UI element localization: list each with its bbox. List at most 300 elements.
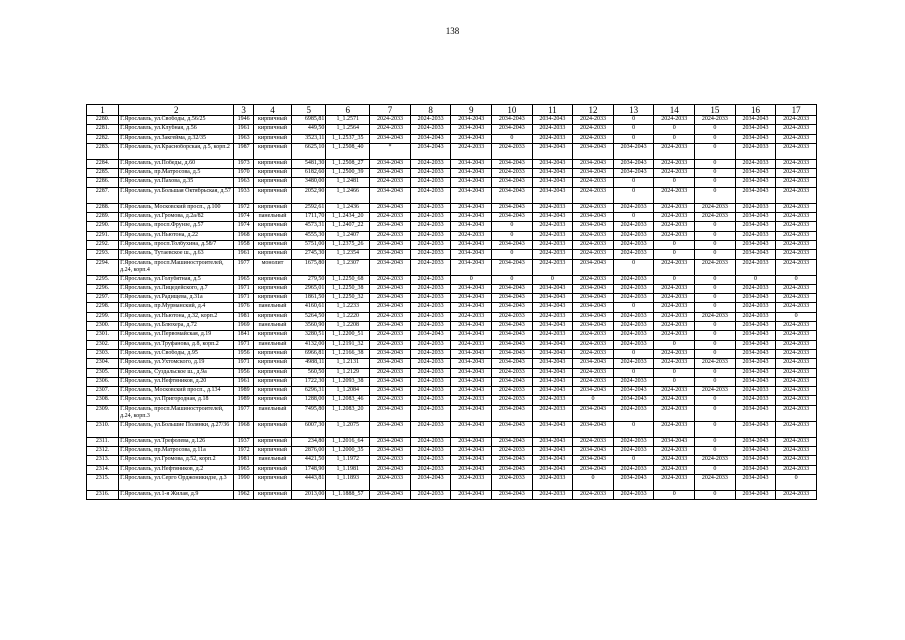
period-c11-cell: 2034-2043 (532, 437, 573, 446)
period-c7-cell: 2034-2043 (370, 259, 411, 275)
period-c11-cell: 2034-2043 (532, 284, 573, 293)
area-cell: 6182,60 (292, 169, 326, 178)
period-c14-cell: 2024-2033 (654, 284, 695, 293)
period-c11-cell: 2034-2043 (532, 143, 573, 159)
period-c15-cell: 2024-2033 (695, 312, 736, 321)
address-cell: Г.Ярославль, ул.Красноборская, д.5, корп.2 (119, 143, 234, 159)
wall-material-cell: кирпичный (253, 284, 291, 293)
period-c9-cell: 2034-2043 (451, 125, 492, 134)
period-c12-cell: 2034-2043 (573, 259, 614, 275)
period-c14-cell: 2024-2033 (654, 222, 695, 231)
period-c13-cell: 2024-2033 (613, 490, 654, 499)
wall-material-cell: кирпичный (253, 169, 291, 178)
column-header-8: 8 (410, 105, 451, 116)
period-c17-cell: 2024-2033 (776, 359, 817, 368)
period-c13-cell: 2024-2033 (613, 377, 654, 386)
address-cell: Г.Ярославль, просп.Машиностроителей, д.24, корп.4 (119, 259, 234, 275)
period-c16-cell: 2034-2043 (735, 294, 776, 303)
period-c17-cell: 2024-2033 (776, 368, 817, 377)
cadastral-index-cell: 1_1.2500_39 (326, 169, 370, 178)
period-c8-cell: 2024-2033 (410, 231, 451, 240)
cadastral-index-cell: 1_1.2508_40 (326, 143, 370, 159)
wall-material-cell: кирпичный (253, 368, 291, 377)
period-c17-cell: 2024-2033 (776, 322, 817, 331)
table-row (87, 231, 817, 240)
period-c14-cell: 0 (654, 490, 695, 499)
period-c10-cell: 2034-2043 (492, 490, 533, 499)
table-row (87, 322, 817, 331)
address-cell: Г.Ярославль, ул.Блюхера, д.72 (119, 322, 234, 331)
period-c17-cell: 2024-2033 (776, 387, 817, 396)
period-c9-cell: 2034-2043 (451, 377, 492, 386)
table-row (87, 222, 817, 231)
period-c13-cell: 2034-2043 (613, 396, 654, 405)
period-c15-cell: 0 (695, 134, 736, 143)
build-year-cell: 1963 (234, 178, 253, 187)
period-c7-cell: 2034-2043 (370, 134, 411, 143)
table-row (87, 437, 817, 446)
cadastral-index-cell: 1_1.2093_38 (326, 377, 370, 386)
column-header-3: 3 (234, 105, 253, 116)
period-c15-cell: 0 (695, 240, 736, 249)
build-year-cell: 1977 (234, 259, 253, 275)
period-c17-cell: 2024-2033 (776, 331, 817, 340)
cadastral-index-cell: 1_1.2208 (326, 322, 370, 331)
period-c14-cell: 2024-2033 (654, 143, 695, 159)
area-cell: 279,50 (292, 275, 326, 284)
period-c9-cell: 2034-2043 (451, 203, 492, 212)
period-c11-cell: 2024-2033 (532, 405, 573, 421)
period-c12-cell: 2024-2033 (573, 377, 614, 386)
period-c12-cell: 2034-2043 (573, 359, 614, 368)
area-cell: 2592,61 (292, 203, 326, 212)
period-c13-cell: 0 (613, 421, 654, 437)
period-c12-cell: 2024-2033 (573, 203, 614, 212)
period-c17-cell: 2024-2033 (776, 187, 817, 203)
cadastral-index-cell: 1_1.2375_26 (326, 240, 370, 249)
row-number-cell: 2290. (87, 222, 119, 231)
build-year-cell: 1989 (234, 396, 253, 405)
column-header-7: 7 (370, 105, 411, 116)
wall-material-cell: кирпичный (253, 294, 291, 303)
period-c17-cell: 2024-2033 (776, 294, 817, 303)
period-c7-cell: 2034-2043 (370, 359, 411, 368)
period-c10-cell: 2034-2043 (492, 465, 533, 474)
cadastral-index-cell: 1_1.1981 (326, 465, 370, 474)
area-cell: 6966,81 (292, 349, 326, 358)
period-c10-cell: 2034-2043 (492, 359, 533, 368)
address-cell: Г.Ярославль, пр.Матросова, д.5 (119, 169, 234, 178)
area-cell: 4160,61 (292, 303, 326, 312)
period-c16-cell: 2034-2043 (735, 421, 776, 437)
period-c13-cell: 2024-2033 (613, 240, 654, 249)
period-c7-cell: 2024-2033 (370, 396, 411, 405)
period-c10-cell: 2034-2043 (492, 259, 533, 275)
period-c7-cell: 2034-2043 (370, 490, 411, 499)
row-number-cell: 2302. (87, 340, 119, 349)
period-c10-cell: 2034-2043 (492, 178, 533, 187)
period-c7-cell: * (370, 143, 411, 159)
period-c13-cell: 0 (613, 303, 654, 312)
cadastral-index-cell: 1_1.2191_32 (326, 340, 370, 349)
build-year-cell: 1990 (234, 474, 253, 490)
period-c10-cell: 2034-2043 (492, 203, 533, 212)
period-c11-cell: 2024-2033 (532, 203, 573, 212)
row-number-cell: 2312. (87, 447, 119, 456)
table-row (87, 312, 817, 321)
wall-material-cell: кирпичный (253, 250, 291, 259)
period-c17-cell: 2024-2033 (776, 143, 817, 159)
period-c12-cell: 2024-2033 (573, 116, 614, 125)
period-c7-cell: 2034-2043 (370, 377, 411, 386)
column-header-10: 10 (492, 105, 533, 116)
period-c11-cell: 2024-2033 (532, 490, 573, 499)
period-c15-cell: 0 (695, 222, 736, 231)
period-c16-cell: 2024-2033 (735, 387, 776, 396)
row-number-cell: 2283. (87, 143, 119, 159)
period-c11-cell: 2034-2043 (532, 377, 573, 386)
table-row (87, 250, 817, 259)
address-cell: Г.Ярославль, просп.Машиностроителей, д.24, корп.3 (119, 405, 234, 421)
cadastral-index-cell: 1_1.2407 (326, 231, 370, 240)
period-c9-cell: 2034-2043 (451, 456, 492, 465)
table-row (87, 368, 817, 377)
period-c9-cell: 2034-2043 (451, 294, 492, 303)
period-c13-cell: 0 (613, 178, 654, 187)
period-c12-cell: 2024-2033 (573, 250, 614, 259)
table-row (87, 159, 817, 168)
table-row (87, 465, 817, 474)
period-c9-cell: 2034-2043 (451, 259, 492, 275)
wall-material-cell: панельный (253, 303, 291, 312)
period-c12-cell: 2034-2043 (573, 213, 614, 222)
cadastral-index-cell: 1_1.2407_22 (326, 222, 370, 231)
area-cell: 449,50 (292, 125, 326, 134)
period-c8-cell: 2024-2033 (410, 169, 451, 178)
build-year-cell: 1971 (234, 359, 253, 368)
period-c9-cell: 2034-2043 (451, 465, 492, 474)
table-row (87, 340, 817, 349)
table-row (87, 396, 817, 405)
row-number-cell: 2313. (87, 456, 119, 465)
period-c16-cell: 2024-2033 (735, 396, 776, 405)
period-c9-cell: 2034-2043 (451, 303, 492, 312)
period-c13-cell: 2034-2043 (613, 474, 654, 490)
period-c15-cell: 0 (695, 284, 736, 293)
row-number-cell: 2301. (87, 331, 119, 340)
period-c15-cell: 0 (695, 143, 736, 159)
period-c9-cell: 2034-2043 (451, 187, 492, 203)
period-c15-cell: 0 (695, 447, 736, 456)
period-c12-cell: 2024-2033 (573, 134, 614, 143)
period-c15-cell: 0 (695, 231, 736, 240)
wall-material-cell: панельный (253, 340, 291, 349)
period-c14-cell: 2024-2033 (654, 231, 695, 240)
address-cell: Г.Ярославль, ул.Голубятная, д.5 (119, 275, 234, 284)
period-c11-cell: 2034-2043 (532, 359, 573, 368)
period-c15-cell: 2024-2033 (695, 213, 736, 222)
period-c16-cell: 2024-2033 (735, 284, 776, 293)
period-c12-cell: 2024-2033 (573, 340, 614, 349)
period-c8-cell: 2024-2033 (410, 377, 451, 386)
period-c10-cell: 2034-2043 (492, 116, 533, 125)
period-c8-cell: 2024-2033 (410, 250, 451, 259)
wall-material-cell: кирпичный (253, 474, 291, 490)
period-c10-cell: 2034-2043 (492, 213, 533, 222)
period-c14-cell: 0 (654, 240, 695, 249)
period-c7-cell: 2034-2043 (370, 159, 411, 168)
column-header-11: 11 (532, 105, 573, 116)
period-c7-cell: 2024-2033 (370, 312, 411, 321)
period-c11-cell: 2034-2043 (532, 169, 573, 178)
period-c9-cell: 0 (451, 275, 492, 284)
row-number-cell: 2300. (87, 322, 119, 331)
period-c12-cell: 2034-2043 (573, 143, 614, 159)
wall-material-cell: монолит (253, 259, 291, 275)
cadastral-index-cell: 1_1.2436 (326, 203, 370, 212)
period-c10-cell: 2024-2033 (492, 368, 533, 377)
period-c15-cell: 0 (695, 405, 736, 421)
period-c14-cell: 2024-2033 (654, 169, 695, 178)
period-c14-cell: 2024-2033 (654, 387, 695, 396)
table-row (87, 387, 817, 396)
period-c8-cell: 2024-2033 (410, 259, 451, 275)
cadastral-index-cell: 1_1.1972 (326, 456, 370, 465)
cadastral-index-cell: 1_1.2200_51 (326, 331, 370, 340)
period-c15-cell: 0 (695, 187, 736, 203)
wall-material-cell: кирпичный (253, 377, 291, 386)
period-c8-cell: 2024-2033 (410, 178, 451, 187)
cadastral-index-cell: 1_1.2075 (326, 421, 370, 437)
area-cell: 560,50 (292, 368, 326, 377)
period-c7-cell: 2024-2033 (370, 368, 411, 377)
cadastral-index-cell: 1_1.2083_20 (326, 405, 370, 421)
period-c14-cell: 2024-2033 (654, 421, 695, 437)
period-c11-cell: 2034-2043 (532, 447, 573, 456)
period-c8-cell: 2024-2033 (410, 187, 451, 203)
period-c10-cell: 2034-2043 (492, 349, 533, 358)
period-c13-cell: 0 (613, 368, 654, 377)
period-c15-cell: 0 (695, 377, 736, 386)
period-c11-cell: 2024-2033 (532, 240, 573, 249)
column-header-5: 5 (292, 105, 326, 116)
period-c15-cell: 0 (695, 322, 736, 331)
period-c8-cell: 2024-2033 (410, 340, 451, 349)
period-c9-cell: 2034-2043 (451, 284, 492, 293)
period-c13-cell: 0 (613, 259, 654, 275)
period-c10-cell: 2024-2033 (492, 447, 533, 456)
cadastral-index-cell: 1_1.2481 (326, 178, 370, 187)
period-c14-cell: 2024-2033 (654, 213, 695, 222)
period-c10-cell: 2024-2033 (492, 474, 533, 490)
period-c13-cell: 0 (613, 456, 654, 465)
period-c17-cell: 2024-2033 (776, 303, 817, 312)
address-cell: Г.Ярославль, ул.Громова, д.2а/82 (119, 213, 234, 222)
period-c9-cell: 2034-2043 (451, 405, 492, 421)
period-c12-cell: 2024-2033 (573, 490, 614, 499)
period-c11-cell: 2024-2033 (532, 125, 573, 134)
row-number-cell: 2316. (87, 490, 119, 499)
build-year-cell: 1972 (234, 203, 253, 212)
address-cell: Г.Ярославль, ул.Трефолева, д.126 (119, 437, 234, 446)
period-c10-cell: 2034-2043 (492, 437, 533, 446)
period-c14-cell: 0 (654, 377, 695, 386)
period-c15-cell: 0 (695, 465, 736, 474)
address-cell: Г.Ярославль, ул.Победы, д.60 (119, 159, 234, 168)
period-c8-cell: 2024-2033 (410, 303, 451, 312)
cadastral-index-cell: 1_1.2564 (326, 125, 370, 134)
period-c9-cell: 2034-2043 (451, 250, 492, 259)
period-c14-cell: 2024-2033 (654, 465, 695, 474)
build-year-cell: 1974 (234, 213, 253, 222)
period-c11-cell: 2024-2033 (532, 331, 573, 340)
table-row (87, 331, 817, 340)
period-c17-cell: 0 (776, 275, 817, 284)
period-c10-cell: 2034-2043 (492, 377, 533, 386)
row-number-cell: 2308. (87, 396, 119, 405)
build-year-cell: 1971 (234, 284, 253, 293)
row-number-cell: 2304. (87, 359, 119, 368)
table-row (87, 203, 817, 212)
column-header-9: 9 (451, 105, 492, 116)
period-c16-cell: 2034-2043 (735, 349, 776, 358)
period-c9-cell: 2034-2043 (451, 331, 492, 340)
period-c12-cell: 2024-2033 (573, 437, 614, 446)
period-c11-cell: 2034-2043 (532, 294, 573, 303)
period-c12-cell: 2024-2033 (573, 231, 614, 240)
period-c13-cell: 2024-2033 (613, 294, 654, 303)
row-number-cell: 2305. (87, 368, 119, 377)
row-number-cell: 2281. (87, 125, 119, 134)
period-c11-cell: 2024-2033 (532, 134, 573, 143)
period-c15-cell: 2024-2033 (695, 203, 736, 212)
area-cell: 5264,50 (292, 312, 326, 321)
period-c15-cell: 0 (695, 125, 736, 134)
area-cell: 2052,90 (292, 187, 326, 203)
build-year-cell: 1933 (234, 187, 253, 203)
housing-register-table (86, 104, 817, 500)
period-c15-cell: 0 (695, 421, 736, 437)
period-c10-cell: 0 (492, 275, 533, 284)
period-c11-cell: 0 (532, 275, 573, 284)
table-header-row (87, 105, 817, 116)
period-c16-cell: 2024-2033 (735, 303, 776, 312)
period-c8-cell: 2024-2033 (410, 349, 451, 358)
period-c17-cell: 2024-2033 (776, 421, 817, 437)
area-cell: 6296,31 (292, 387, 326, 396)
row-number-cell: 2289. (87, 213, 119, 222)
address-cell: Г.Ярославль, ул.Ухтомского, д.19 (119, 359, 234, 368)
area-cell: 4988,11 (292, 359, 326, 368)
period-c17-cell: 2024-2033 (776, 222, 817, 231)
period-c16-cell: 2024-2033 (735, 231, 776, 240)
period-c10-cell: 2034-2043 (492, 294, 533, 303)
period-c15-cell: 2024-2033 (695, 259, 736, 275)
build-year-cell: 1965 (234, 275, 253, 284)
period-c13-cell: 2024-2033 (613, 359, 654, 368)
period-c11-cell: 2034-2043 (532, 178, 573, 187)
period-c12-cell: 2024-2033 (573, 368, 614, 377)
period-c9-cell: 2034-2043 (451, 368, 492, 377)
period-c7-cell: 2034-2043 (370, 421, 411, 437)
period-c8-cell: 2024-2033 (410, 222, 451, 231)
period-c16-cell: 2034-2043 (735, 134, 776, 143)
period-c16-cell: 2034-2043 (735, 222, 776, 231)
period-c14-cell: 0 (654, 368, 695, 377)
column-header-4: 4 (253, 105, 291, 116)
table-row (87, 116, 817, 125)
period-c13-cell: 2024-2033 (613, 465, 654, 474)
period-c8-cell: 2034-2043 (410, 143, 451, 159)
period-c7-cell: 2034-2043 (370, 447, 411, 456)
period-c11-cell: 2034-2043 (532, 456, 573, 465)
period-c15-cell: 2024-2033 (695, 116, 736, 125)
period-c12-cell: 2034-2043 (573, 405, 614, 421)
period-c16-cell: 2034-2043 (735, 447, 776, 456)
area-cell: 6625,10 (292, 143, 326, 159)
address-cell: Г.Ярославль, ул.Нефтяников, д.20 (119, 377, 234, 386)
build-year-cell: 1963 (234, 134, 253, 143)
wall-material-cell: панельный (253, 213, 291, 222)
table-row (87, 187, 817, 203)
period-c7-cell: 2024-2033 (370, 474, 411, 490)
wall-material-cell: кирпичный (253, 203, 291, 212)
address-cell: Г.Ярославль, ул.Большая Октябрьская, д.57 (119, 187, 234, 203)
period-c8-cell: 2024-2033 (410, 203, 451, 212)
area-cell: 4443,81 (292, 474, 326, 490)
period-c17-cell: 2024-2033 (776, 284, 817, 293)
period-c8-cell: 2024-2033 (410, 405, 451, 421)
address-cell: Г.Ярославль, пр.Матросова, д.11а (119, 447, 234, 456)
row-number-cell: 2311. (87, 437, 119, 446)
period-c15-cell: 0 (695, 169, 736, 178)
wall-material-cell: кирпичный (253, 159, 291, 168)
period-c15-cell: 0 (695, 331, 736, 340)
period-c10-cell: 2034-2043 (492, 187, 533, 203)
wall-material-cell: кирпичный (253, 359, 291, 368)
cadastral-index-cell: 1_1.2129 (326, 368, 370, 377)
period-c7-cell: 2034-2043 (370, 250, 411, 259)
cadastral-index-cell: 1_1.2354 (326, 250, 370, 259)
table-row (87, 134, 817, 143)
period-c12-cell: 2024-2033 (573, 187, 614, 203)
period-c9-cell: 2024-2033 (451, 474, 492, 490)
period-c13-cell: 2024-2033 (613, 312, 654, 321)
area-cell: 2965,01 (292, 284, 326, 293)
period-c12-cell: 2034-2043 (573, 294, 614, 303)
period-c9-cell: 2024-2033 (451, 143, 492, 159)
period-c16-cell: 2034-2043 (735, 490, 776, 499)
column-header-16: 16 (735, 105, 776, 116)
period-c13-cell: 0 (613, 125, 654, 134)
period-c14-cell: 2024-2033 (654, 474, 695, 490)
period-c13-cell: 2024-2033 (613, 203, 654, 212)
build-year-cell: 1956 (234, 368, 253, 377)
period-c15-cell: 0 (695, 340, 736, 349)
period-c16-cell: 2034-2043 (735, 240, 776, 249)
period-c8-cell: 2024-2033 (410, 116, 451, 125)
period-c16-cell: 2034-2043 (735, 213, 776, 222)
period-c11-cell: 2034-2043 (532, 213, 573, 222)
period-c14-cell: 0 (654, 340, 695, 349)
row-number-cell: 2292. (87, 240, 119, 249)
table-row (87, 377, 817, 386)
period-c17-cell: 0 (776, 312, 817, 321)
period-c11-cell: 2034-2043 (532, 349, 573, 358)
period-c7-cell: 2034-2043 (370, 187, 411, 203)
period-c16-cell: 2034-2043 (735, 116, 776, 125)
wall-material-cell: кирпичный (253, 349, 291, 358)
